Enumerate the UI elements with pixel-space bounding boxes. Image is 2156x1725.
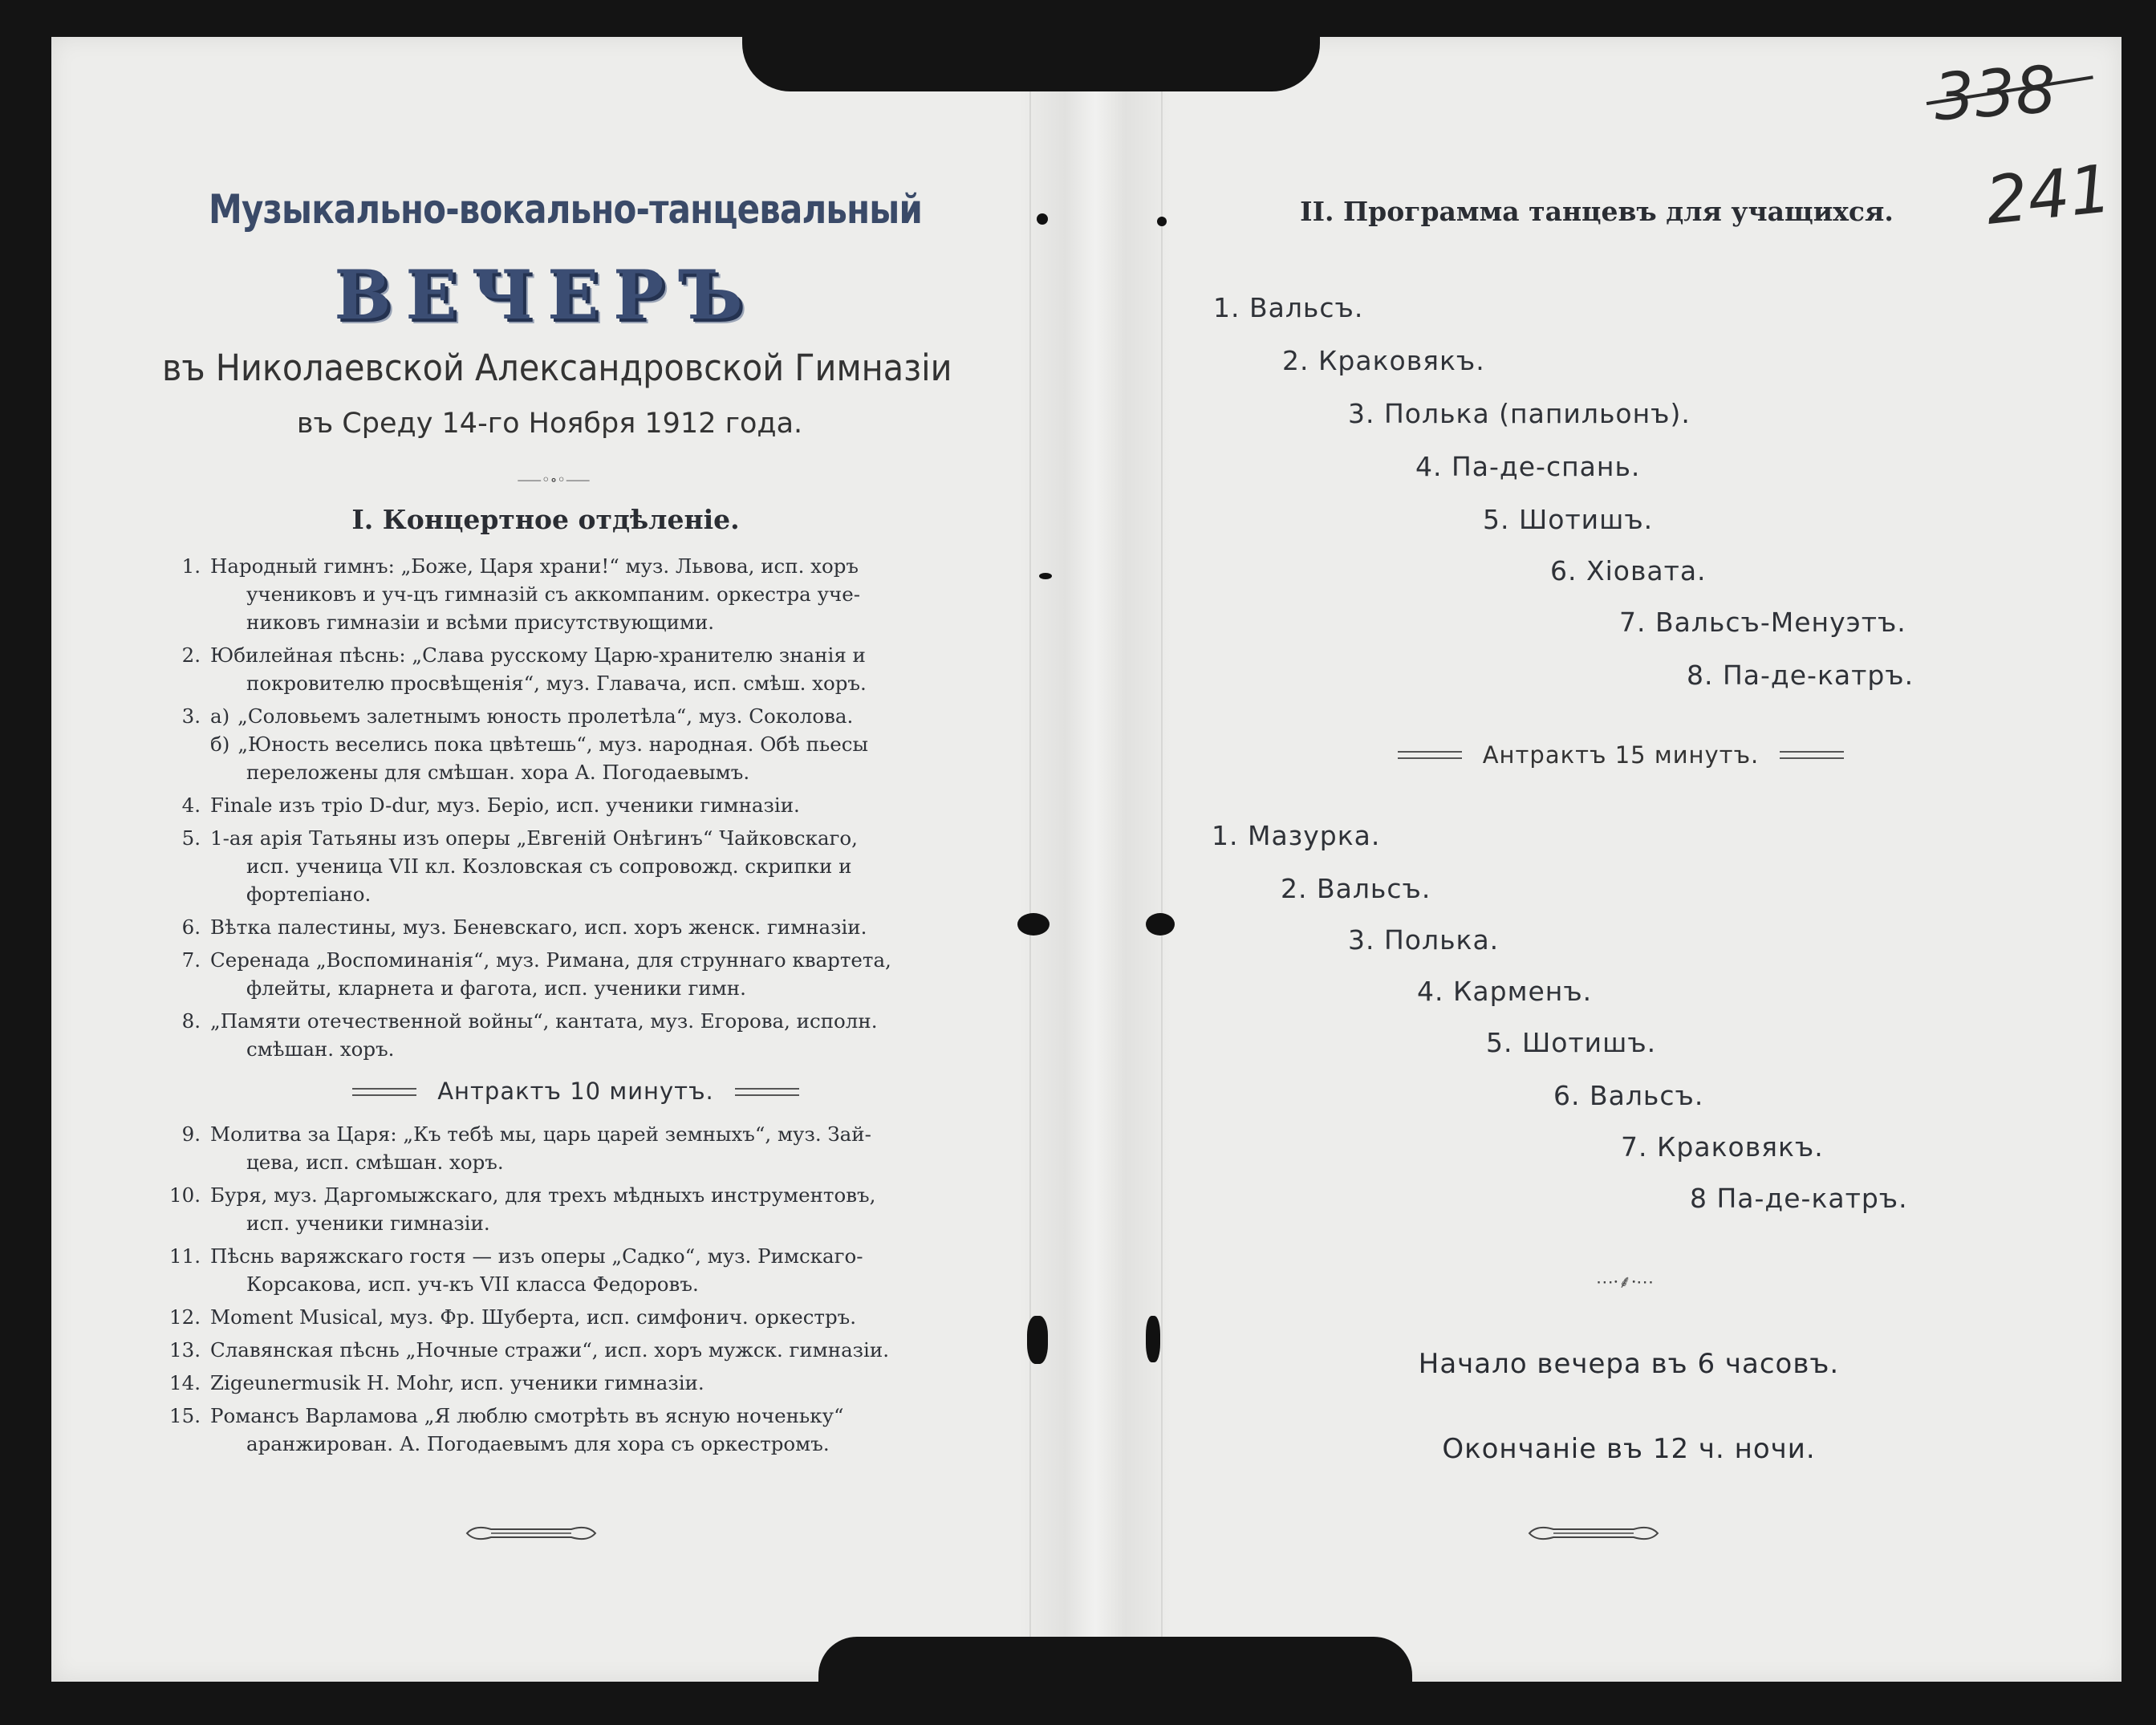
item-text: смѣшан. хоръ. — [246, 1037, 395, 1061]
scroll-ornament-right — [1521, 1521, 1666, 1545]
double-rule — [352, 1088, 416, 1096]
concert-section-title: I. Концертное отдѣленіе. — [351, 504, 740, 535]
program-item-11 — [164, 1242, 987, 1298]
dance-item: 7. Краковякъ. — [1621, 1131, 1824, 1163]
program-item-2 — [164, 641, 987, 697]
item-number: 3. — [181, 704, 201, 728]
punch-hole — [1037, 213, 1048, 225]
program-item-1 — [164, 552, 987, 636]
program-item-9 — [164, 1120, 987, 1176]
item-number: 14. — [169, 1371, 201, 1394]
program-item-6 — [164, 913, 987, 941]
dance-item: 6. Вальсъ. — [1553, 1080, 1704, 1111]
concert-program — [164, 552, 987, 1463]
item-text: фортепіано. — [246, 883, 372, 906]
intermission-2 — [1332, 741, 1910, 769]
double-rule — [1398, 751, 1462, 759]
item-number: 8. — [181, 1009, 201, 1033]
punch-hole — [1146, 1316, 1160, 1362]
dance-item: 2. Вальсъ. — [1281, 873, 1431, 904]
item-text: „Юность веселись пока цвѣтешь“, муз. народная. Обѣ пьесы — [238, 733, 868, 756]
binder-clip-top — [742, 0, 1320, 91]
evening-title-line1: Музыкально-вокально-танцевальный — [209, 186, 923, 233]
dance-item: 4. Карменъ. — [1417, 976, 1593, 1007]
dance-item: 8 Па-де-катръ. — [1690, 1183, 1908, 1214]
dance-section-title: II. Программа танцевъ для учащихся. — [1300, 196, 1894, 227]
item-text: флейты, кларнета и фагота, исп. ученики гимн. — [246, 976, 746, 1000]
item-number: 2. — [181, 643, 201, 667]
fold-line-right — [1161, 37, 1163, 1682]
item-number: 6. — [181, 915, 201, 939]
item-number: 4. — [181, 794, 201, 817]
program-item-14 — [164, 1369, 987, 1397]
item-text: Буря, муз. Даргомыжскаго, для трехъ мѣдныхъ инструментовъ, — [210, 1183, 876, 1207]
item-text: „Соловьемъ залетнымъ юность пролетѣла“, муз. Соколова. — [238, 704, 854, 728]
item-text: „Памяти отечественной войны“, кантата, муз. Егорова, исполн. — [210, 1009, 878, 1033]
item-number: 15. — [169, 1404, 201, 1427]
program-item-10 — [164, 1181, 987, 1237]
dance-item: 6. Хіовата. — [1550, 555, 1707, 586]
item-text: переложены для смѣшан. хора А. Погодаевымъ. — [246, 761, 750, 784]
program-item-4 — [164, 791, 987, 819]
program-item-3 — [164, 702, 987, 786]
item-text: исп. ученики гимназіи. — [246, 1212, 490, 1235]
fold-line-left — [1029, 37, 1031, 1682]
sub-item-label: б) — [210, 733, 230, 756]
dance-item: 3. Полька (папильонъ). — [1348, 398, 1691, 429]
dance-item: 2. Краковякъ. — [1282, 345, 1485, 376]
item-number: 13. — [169, 1338, 201, 1362]
dance-item: 8. Па-де-катръ. — [1687, 660, 1914, 691]
item-text: покровителю просвѣщенія“, муз. Главача, исп. смѣш. хоръ. — [246, 672, 867, 695]
punch-hole — [1027, 1316, 1048, 1364]
item-text: Молитва за Царя: „Къ тебѣ мы, царь царей земныхъ“, муз. Зай- — [210, 1122, 871, 1146]
item-text: 1-ая арія Татьяны изъ оперы „Евгеній Онѣгинъ“ Чайковскаго, — [210, 826, 858, 850]
item-text: Серенада „Воспоминанія“, муз. Римана, для струннаго квартета, — [210, 948, 891, 972]
double-rule — [735, 1088, 799, 1096]
item-number: 12. — [169, 1305, 201, 1329]
item-text: Романсъ Варламова „Я люблю смотрѣть въ ясную ноченьку“ — [210, 1404, 844, 1427]
start-time: Начало вечера въ 6 часовъ. — [1418, 1348, 1840, 1380]
archive-number-struck — [1931, 52, 2059, 135]
item-number: 5. — [181, 826, 201, 850]
program-item-12 — [164, 1303, 987, 1331]
program-item-8 — [164, 1007, 987, 1063]
item-text: Moment Musical, муз. Фр. Шуберта, исп. симфонич. оркестръ. — [210, 1305, 857, 1329]
dance-item: 1. Вальсъ. — [1213, 292, 1364, 323]
item-text: Finale изъ тріо D-dur, муз. Беріо, исп. ученики гимназіи. — [210, 794, 800, 817]
sub-item-label: а) — [210, 704, 230, 728]
ornament-divider: ⸺◦∘◦⸺ — [517, 472, 591, 489]
program-item-15 — [164, 1402, 987, 1458]
double-rule — [1780, 751, 1844, 759]
event-date: въ Среду 14-го Ноября 1912 года. — [296, 408, 803, 440]
item-text: Пѣснь варяжскаго гостя — изъ оперы „Садко“, муз. Римскаго- — [210, 1244, 863, 1268]
punch-hole — [1146, 913, 1175, 936]
dance-item: 4. Па-де-спань. — [1415, 451, 1641, 482]
binder-clip-bottom — [818, 1637, 1412, 1725]
item-text: цева, исп. смѣшан. хоръ. — [246, 1151, 504, 1174]
item-number: 1. — [181, 554, 201, 578]
intermission-1 — [164, 1078, 987, 1106]
fold-shading — [1019, 37, 1171, 1682]
dance-item: 3. Полька. — [1348, 924, 1500, 956]
item-text: аранжирован. А. Погодаевымъ для хора съ оркестромъ. — [246, 1432, 830, 1455]
school-name: въ Николаевской Александровской Гимназіи — [162, 347, 952, 389]
dance-item: 1. Мазурка. — [1212, 820, 1381, 851]
scroll-ornament-left — [459, 1521, 603, 1545]
end-time: Окончаніе въ 12 ч. ночи. — [1442, 1433, 1816, 1465]
item-text: Вѣтка палестины, муз. Беневскаго, исп. хоръ женск. гимназіи. — [210, 915, 867, 939]
program-item-13 — [164, 1336, 987, 1364]
item-text: Zigeunermusik H. Mohr, исп. ученики гимназіи. — [210, 1371, 704, 1394]
item-number: 7. — [181, 948, 201, 972]
program-item-5 — [164, 824, 987, 908]
dance-item: 5. Шотишъ. — [1486, 1027, 1657, 1058]
dance-item: 5. Шотишъ. — [1483, 504, 1654, 535]
item-number: 10. — [169, 1183, 201, 1207]
program-item-7 — [164, 946, 987, 1002]
punch-hole — [1157, 217, 1167, 226]
ornament-divider: ⋯⸱⸙⸱⋯ — [1595, 1272, 1655, 1293]
punch-hole — [1039, 573, 1052, 579]
intermission-text: Антрактъ 15 минутъ. — [1482, 741, 1760, 769]
dance-item: 7. Вальсъ-Менуэтъ. — [1619, 607, 1906, 638]
item-text: Корсакова, исп. уч-къ VII класса Федоровъ. — [246, 1272, 699, 1296]
item-text: Славянская пѣснь „Ночные стражи“, исп. хоръ мужск. гимназіи. — [210, 1338, 889, 1362]
item-number: 11. — [169, 1244, 201, 1268]
item-number: 9. — [181, 1122, 201, 1146]
item-text: исп. ученица VII кл. Козловская съ сопровожд. скрипки и — [246, 854, 852, 878]
item-text: никовъ гимназіи и всѣми присутствующими. — [246, 611, 715, 634]
archive-number: 241 — [1982, 151, 2116, 240]
intermission-text: Антрактъ 10 минутъ. — [437, 1078, 714, 1105]
item-text: Народный гимнъ: „Боже, Царя храни!“ муз. Львова, исп. хоръ — [210, 554, 859, 578]
punch-hole — [1017, 913, 1050, 936]
item-text: Юбилейная пѣснь: „Слава русскому Царю-хранителю знанія и — [210, 643, 866, 667]
item-text: учениковъ и уч-цъ гимназій съ аккомпаним. оркестра уче- — [246, 582, 860, 606]
evening-title-line2: ВЕЧЕРЪ — [334, 255, 757, 335]
